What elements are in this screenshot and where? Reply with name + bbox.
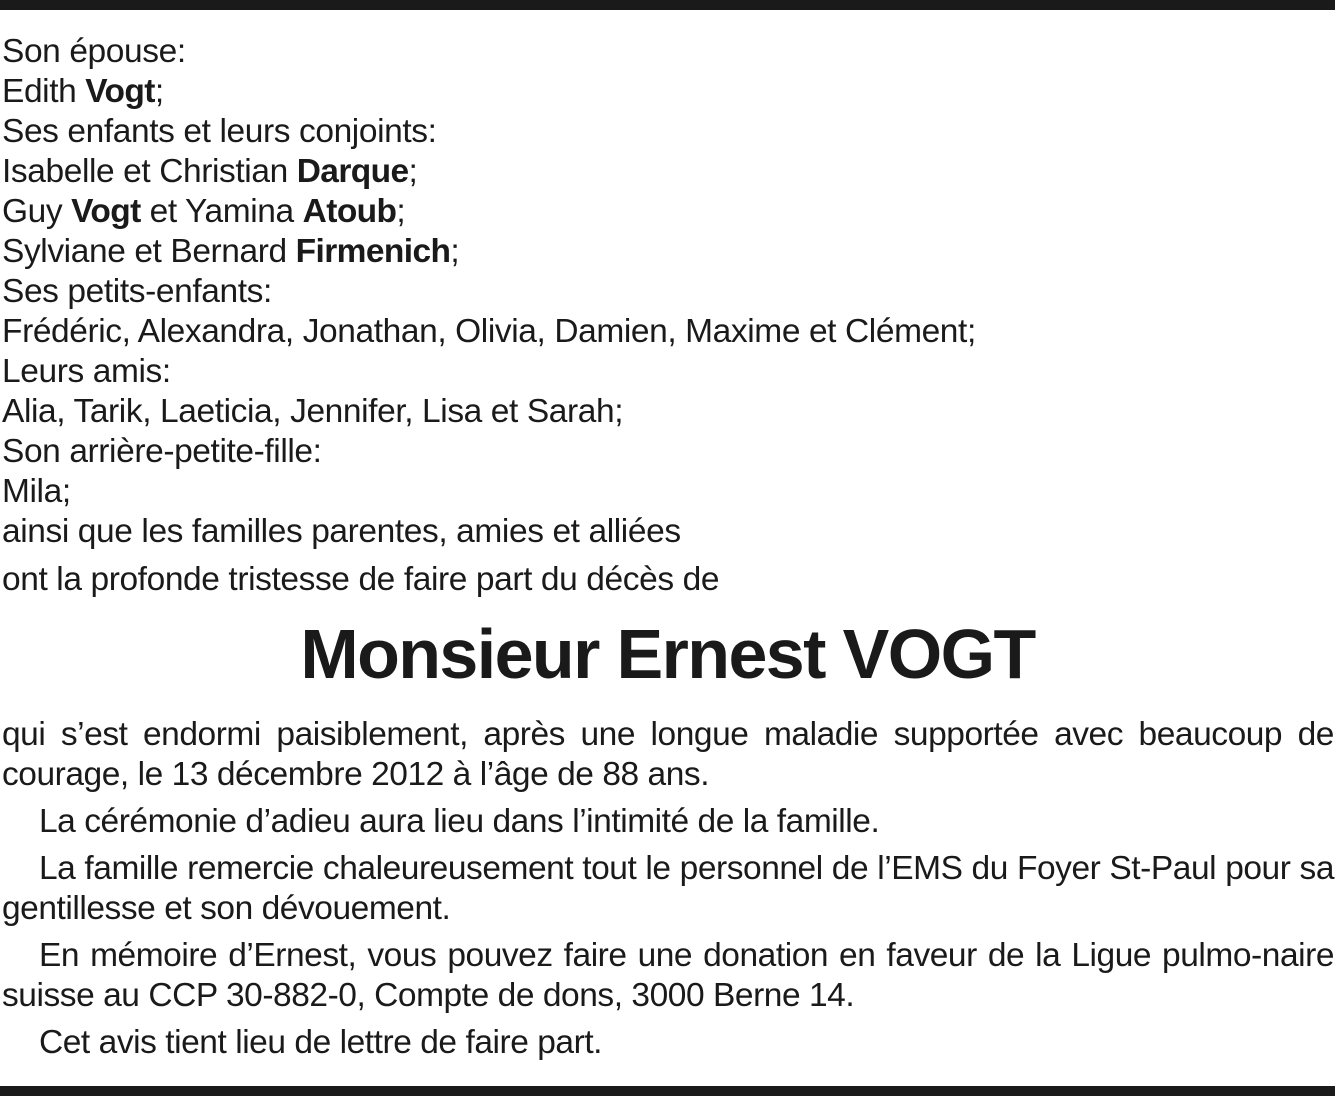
semicolon: ; <box>408 153 418 190</box>
relatives-line: ainsi que les familles parentes, amies et alliées <box>2 513 681 550</box>
child2-first-name: Guy <box>2 193 72 230</box>
family-list <box>2 32 1332 552</box>
grandchildren-names: Frédéric, Alexandra, Jonathan, Olivia, Damien, Maxime et Clément; <box>2 313 976 350</box>
spouse-label: Son épouse: <box>2 33 186 70</box>
spouse-line <box>2 72 1332 112</box>
friends-names: Alia, Tarik, Laeticia, Jennifer, Lisa et Sarah; <box>2 393 624 430</box>
child2-partner-first-name: et Yamina <box>140 193 303 230</box>
child3-first-names: Sylviane et Bernard <box>2 233 296 270</box>
spouse-last-name: Vogt <box>85 73 155 110</box>
bottom-border-rule <box>0 1086 1335 1096</box>
child1-line <box>2 152 1332 192</box>
notice-body <box>2 715 1334 1070</box>
deceased-name-heading: Monsieur Ernest VOGT <box>300 615 1035 693</box>
spouse-first-name: Edith <box>2 73 86 110</box>
body-paragraph-2: La cérémonie d’adieu aura lieu dans l’intimité de la famille. <box>39 803 880 840</box>
child2-last-name: Vogt <box>71 193 141 230</box>
children-label: Ses enfants et leurs conjoints: <box>2 113 437 150</box>
grandchildren-label: Ses petits-enfants: <box>2 273 272 310</box>
semicolon: ; <box>396 193 406 230</box>
top-border-rule <box>0 0 1335 10</box>
child3-line <box>2 232 1332 272</box>
child2-line <box>2 192 1332 232</box>
child1-first-names: Isabelle et Christian <box>2 153 297 190</box>
body-paragraph-3: La famille remercie chaleureusement tout le personnel de l’EMS du Foyer St-Paul pour sa gentillesse et son dévouement. <box>2 850 1334 927</box>
child3-last-name: Firmenich <box>295 233 451 270</box>
semicolon: ; <box>154 73 164 110</box>
body-paragraph-5: Cet avis tient lieu de lettre de faire part. <box>39 1024 603 1061</box>
body-paragraph-4: En mémoire d’Ernest, vous pouvez faire une donation en faveur de la Ligue pulmo-naire suisse au CCP 30-882-0, Compte de dons, 3000 Berne 14. <box>2 937 1334 1014</box>
child2-partner-last-name: Atoub <box>302 193 397 230</box>
announcement-line: ont la profonde tristesse de faire part du décès de <box>2 561 720 598</box>
friends-label: Leurs amis: <box>2 353 171 390</box>
child1-last-name: Darque <box>296 153 409 190</box>
great-grandchild-name: Mila; <box>2 473 71 510</box>
semicolon: ; <box>450 233 460 270</box>
body-paragraph-1: qui s’est endormi paisiblement, après une longue maladie supportée avec beaucoup de courage, le 13 décembre 2012 à l’âge de 88 ans. <box>2 716 1334 793</box>
great-grandchild-label: Son arrière-petite-fille: <box>2 433 322 470</box>
